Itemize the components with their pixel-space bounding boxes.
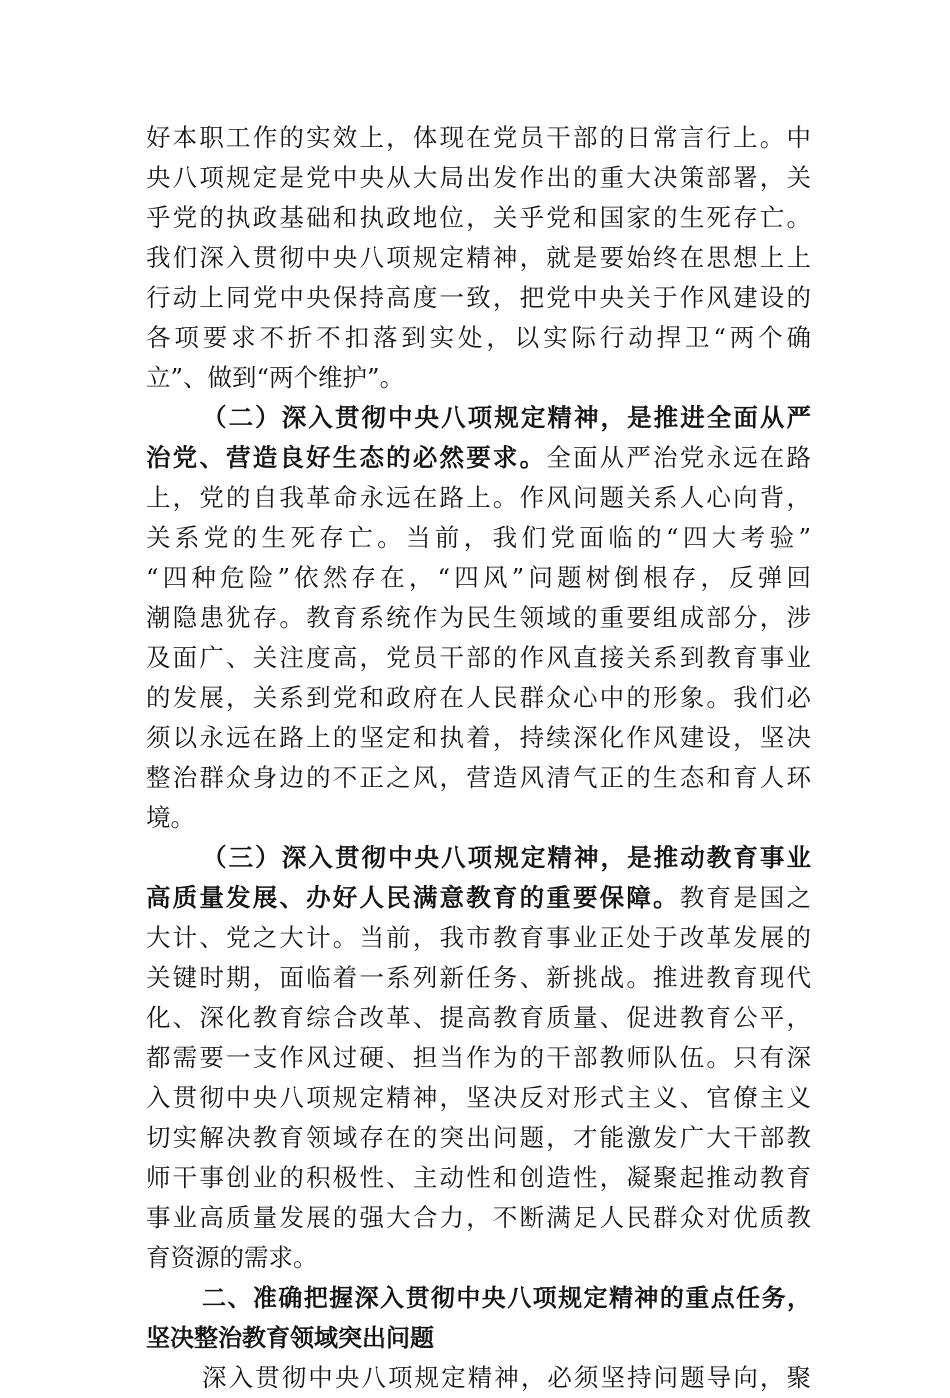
text-run: 师干事创业的积极性、主动性和创造性，凝聚起推动教育 [146, 1163, 811, 1192]
text-line [146, 1118, 811, 1158]
text-line [146, 758, 811, 798]
text-run: 须以永远在路上的坚定和执着，持续深化作风建设，坚决 [146, 723, 811, 752]
text-run: 入贯彻中央八项规定精神，坚决反对形式主义、官僚主义 [146, 1083, 811, 1112]
text-line [146, 358, 811, 398]
text-run: “四种危险”依然存在，“四风”问题树倒根存，反弹回 [146, 563, 811, 592]
text-run: 整治群众身边的不正之风，营造风清气正的生态和育人环 [146, 763, 811, 792]
text-run: 我们深入贯彻中央八项规定精神，就是要始终在思想上上 [146, 243, 811, 272]
text-line [146, 958, 811, 998]
text-line [146, 1238, 811, 1278]
text-line [146, 478, 811, 518]
text-run: 都需要一支作风过硬、担当作为的干部教师队伍。只有深 [146, 1043, 811, 1072]
text-line [146, 678, 811, 718]
section-heading-line [146, 1318, 811, 1358]
text-line [146, 558, 811, 598]
text-run: 央八项规定是党中央从大局出发作出的重大决策部署，关 [146, 163, 811, 192]
text-line [146, 1198, 811, 1238]
text-line [146, 1078, 811, 1118]
section-heading-line [146, 1278, 811, 1318]
text-line [146, 198, 811, 238]
text-line [146, 718, 811, 758]
text-run: 乎党的执政基础和执政地位，关乎党和国家的生死存亡。 [146, 203, 811, 232]
text-run: 化、深化教育综合改革、提高教育质量、促进教育公平， [146, 1003, 811, 1032]
text-run: 关键时期，面临着一系列新任务、新挑战。推进教育现代 [146, 963, 811, 992]
subheading-run: 高质量发展、办好人民满意教育的重要保障。 [146, 883, 680, 912]
subheading-line [146, 398, 811, 438]
text-line [146, 878, 811, 918]
text-run: 深入贯彻中央八项规定精神，必须坚持问题导向，聚 [202, 1363, 811, 1392]
text-line [146, 798, 811, 838]
text-run: 大计、党之大计。当前，我市教育事业正处于改革发展的 [146, 923, 811, 952]
subheading-line [146, 838, 811, 878]
text-line [146, 518, 811, 558]
text-line [146, 118, 811, 158]
subheading-run: （三）深入贯彻中央八项规定精神，是推动教育事业 [202, 843, 811, 872]
text-run: 育资源的需求。 [146, 1243, 318, 1272]
text-line [146, 278, 811, 318]
text-line [146, 318, 811, 358]
subheading-run: （二）深入贯彻中央八项规定精神，是推进全面从严 [202, 403, 811, 432]
text-line [146, 158, 811, 198]
subheading-run: 治党、营造良好生态的必然要求。 [146, 443, 547, 472]
text-run: 事业高质量发展的强大合力，不断满足人民群众对优质教 [146, 1203, 811, 1232]
text-line [146, 638, 811, 678]
text-run: 潮隐患犹存。教育系统作为民生领域的重要组成部分，涉 [146, 603, 811, 632]
text-line [146, 238, 811, 278]
text-run: 全面从严治党永远在路 [546, 443, 811, 472]
text-run: 好本职工作的实效上，体现在党员干部的日常言行上。中 [146, 123, 811, 152]
text-run: 上，党的自我革命永远在路上。作风问题关系人心向背， [146, 483, 811, 512]
document-body [146, 118, 811, 1398]
text-run: 的发展，关系到党和政府在人民群众心中的形象。我们必 [146, 683, 811, 712]
section-heading-run: 二、准确把握深入贯彻中央八项规定精神的重点任务， [202, 1284, 811, 1312]
text-line [146, 918, 811, 958]
text-line [146, 598, 811, 638]
text-line [146, 1358, 811, 1398]
text-run: 行动上同党中央保持高度一致，把党中央关于作风建设的 [146, 283, 811, 312]
text-run: 教育是国之 [679, 883, 811, 912]
text-run: 境。 [146, 803, 195, 832]
text-run: 立”、做到“两个维护”。 [146, 363, 405, 392]
text-line [146, 1038, 811, 1078]
text-line [146, 1158, 811, 1198]
text-run: 切实解决教育领域存在的突出问题，才能激发广大干部教 [146, 1123, 811, 1152]
text-run: 各项要求不折不扣落到实处，以实际行动捍卫“两个确 [146, 323, 811, 352]
section-heading-run: 坚决整治教育领域突出问题 [146, 1324, 434, 1352]
text-line [146, 998, 811, 1038]
text-run: 关系党的生死存亡。当前，我们党面临的“四大考验” [146, 523, 811, 552]
text-run: 及面广、关注度高，党员干部的作风直接关系到教育事业 [146, 643, 811, 672]
text-line [146, 438, 811, 478]
